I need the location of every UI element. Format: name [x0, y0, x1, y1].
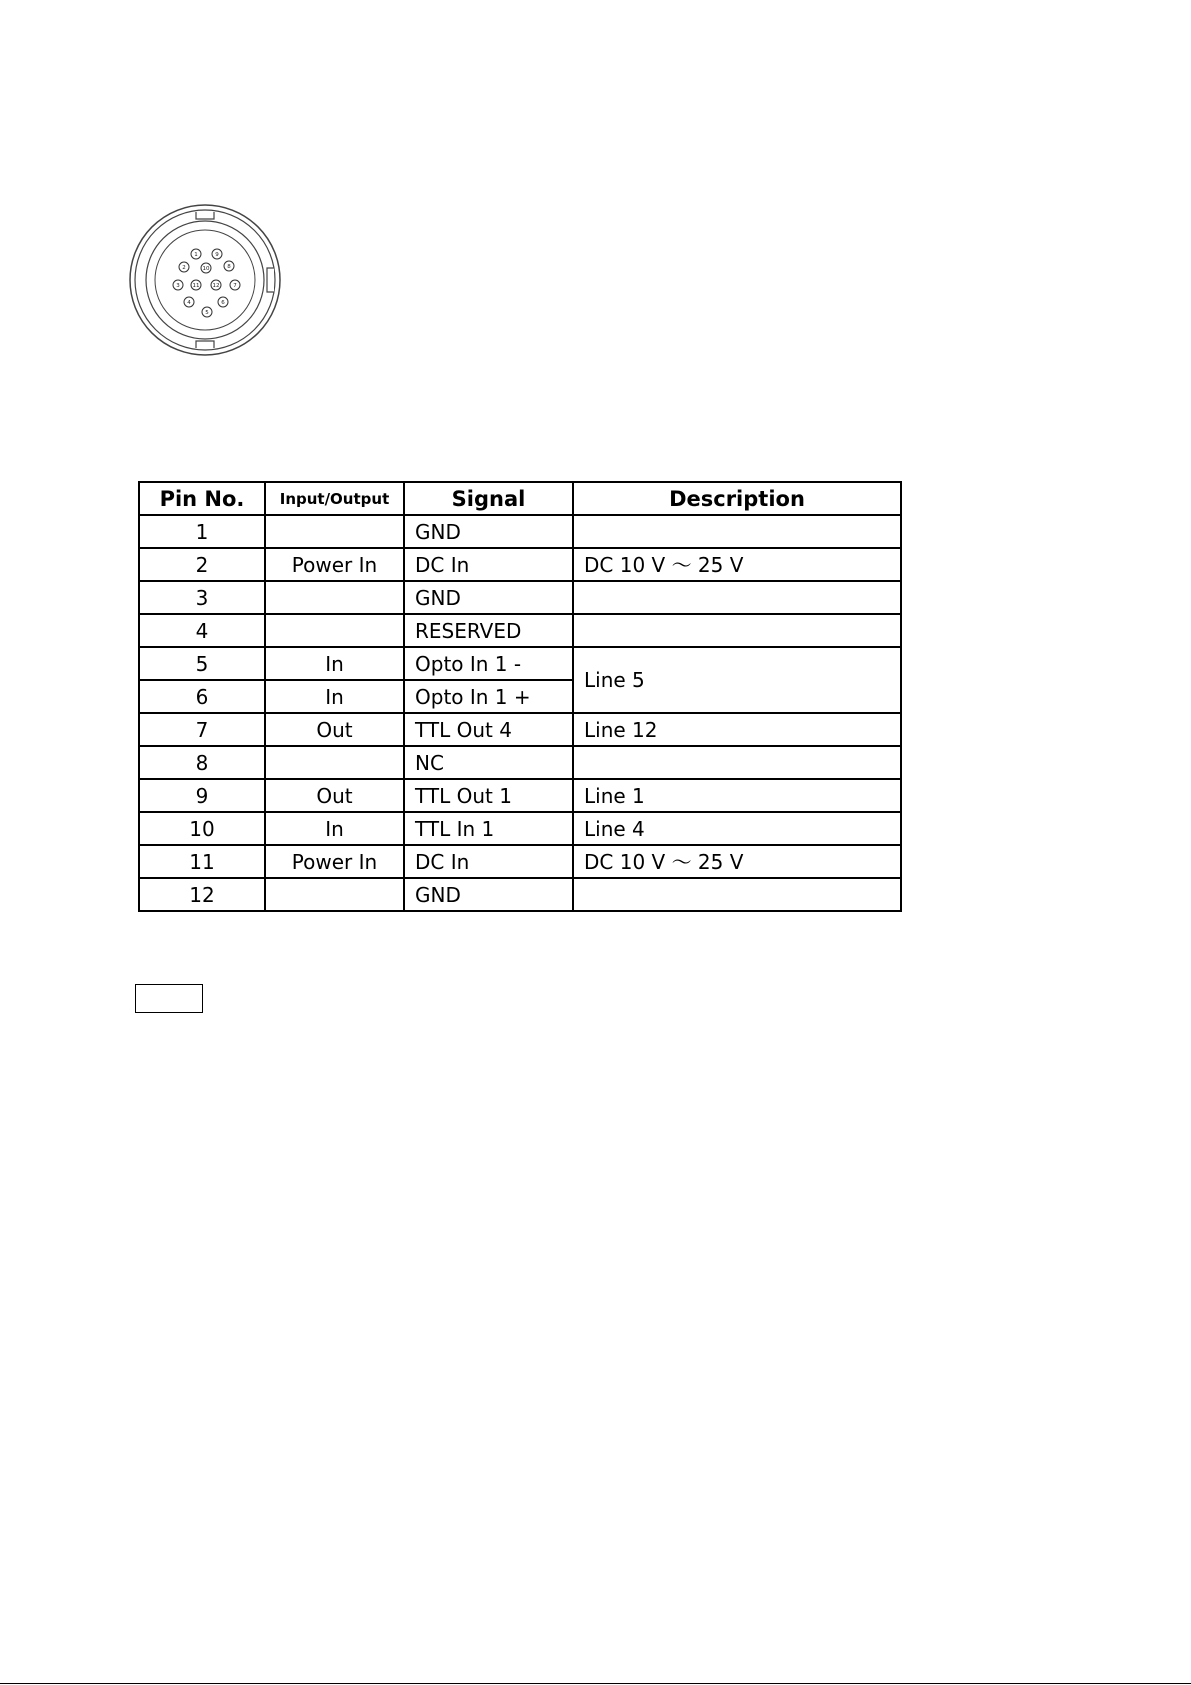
connector-pin-label: 2	[182, 265, 186, 271]
connector-pin-label: 3	[176, 283, 180, 289]
io-cell	[265, 614, 404, 647]
signal-cell: RESERVED	[404, 614, 573, 647]
io-cell: Out	[265, 713, 404, 746]
pin-number-cell: 11	[139, 845, 265, 878]
io-cell: Power In	[265, 845, 404, 878]
description-cell: Line 4	[573, 812, 901, 845]
io-cell: Power In	[265, 548, 404, 581]
pin-number-cell: 2	[139, 548, 265, 581]
description-cell: DC 10 V ～ 25 V	[573, 548, 901, 581]
signal-cell: GND	[404, 515, 573, 548]
signal-cell: GND	[404, 878, 573, 911]
io-cell: Out	[265, 779, 404, 812]
signal-cell: Opto In 1 +	[404, 680, 573, 713]
header-signal: Signal	[404, 482, 573, 515]
pin-number-cell: 9	[139, 779, 265, 812]
connector-pinout-diagram	[128, 203, 282, 357]
pin-number-cell: 6	[139, 680, 265, 713]
pin-number-cell: 4	[139, 614, 265, 647]
table-row	[139, 746, 901, 779]
signal-cell: GND	[404, 581, 573, 614]
pin-assignment-table	[138, 481, 902, 912]
connector-pin-label: 12	[212, 283, 220, 289]
connector-pin-label: 4	[187, 300, 191, 306]
header-pin-no: Pin No.	[139, 482, 265, 515]
description-cell	[573, 746, 901, 779]
io-cell: In	[265, 812, 404, 845]
io-cell	[265, 581, 404, 614]
connector-pin-label: 11	[192, 283, 200, 289]
signal-cell: DC In	[404, 548, 573, 581]
io-cell: In	[265, 647, 404, 680]
table-row	[139, 647, 901, 680]
table-row	[139, 812, 901, 845]
signal-cell: DC In	[404, 845, 573, 878]
io-cell	[265, 878, 404, 911]
pin-number-cell: 7	[139, 713, 265, 746]
table-row	[139, 548, 901, 581]
description-cell: Line 1	[573, 779, 901, 812]
signal-cell: Opto In 1 -	[404, 647, 573, 680]
table-row	[139, 713, 901, 746]
pin-number-cell: 5	[139, 647, 265, 680]
connector-pin-label: 8	[227, 264, 231, 270]
pin-number-cell: 8	[139, 746, 265, 779]
table-row	[139, 515, 901, 548]
connector-pin-label: 10	[202, 266, 210, 272]
table-row	[139, 845, 901, 878]
description-cell	[573, 878, 901, 911]
io-cell	[265, 746, 404, 779]
pin-number-cell: 3	[139, 581, 265, 614]
io-cell	[265, 515, 404, 548]
table-row	[139, 878, 901, 911]
connector-pin-label: 6	[221, 300, 225, 306]
description-cell	[573, 614, 901, 647]
signal-cell: NC	[404, 746, 573, 779]
table-header-row	[139, 482, 901, 515]
signal-cell: TTL Out 1	[404, 779, 573, 812]
description-cell	[573, 515, 901, 548]
signal-cell: TTL In 1	[404, 812, 573, 845]
table-row	[139, 779, 901, 812]
io-cell: In	[265, 680, 404, 713]
header-input-output: Input/Output	[265, 482, 404, 515]
pin-number-cell: 1	[139, 515, 265, 548]
pin-number-cell: 12	[139, 878, 265, 911]
signal-cell: TTL Out 4	[404, 713, 573, 746]
connector-pin-label: 5	[205, 310, 209, 316]
description-cell: DC 10 V ～ 25 V	[573, 845, 901, 878]
page-bottom-rule	[0, 1683, 1191, 1684]
circular-12-pin-connector-icon	[128, 203, 282, 357]
pin-number-cell: 10	[139, 812, 265, 845]
table-row	[139, 614, 901, 647]
description-cell	[573, 581, 901, 614]
connector-pin-label: 7	[233, 283, 237, 289]
description-cell: Line 12	[573, 713, 901, 746]
header-description: Description	[573, 482, 901, 515]
connector-pin-label: 1	[194, 252, 198, 258]
note-box	[135, 984, 203, 1013]
table-row	[139, 581, 901, 614]
description-cell: Line 5	[573, 647, 901, 713]
connector-pin-label: 9	[215, 252, 219, 258]
